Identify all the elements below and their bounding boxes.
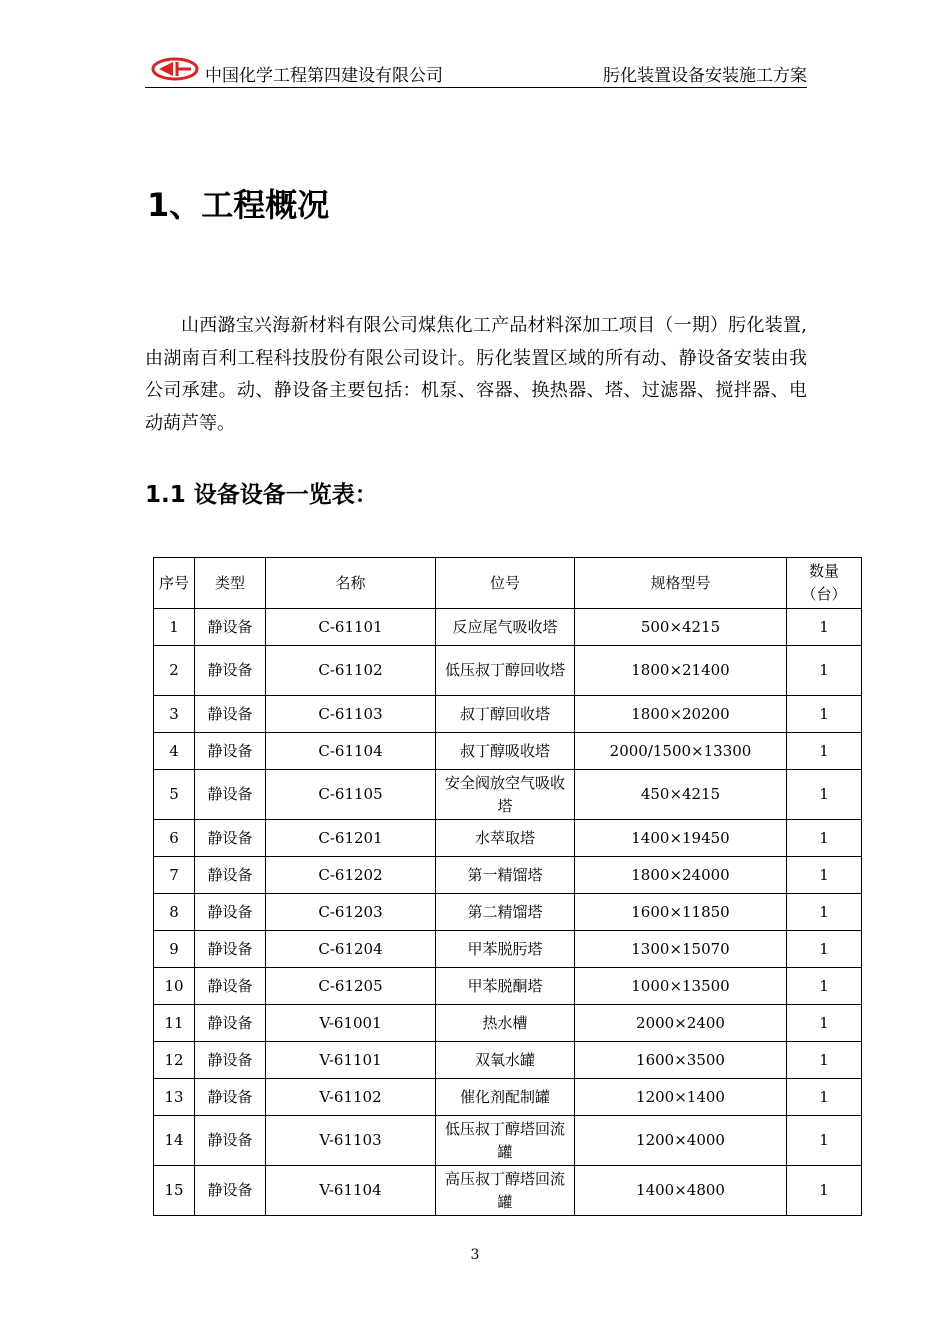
page-number: 3 (470, 1247, 480, 1263)
cell-name: C-61203 (266, 894, 436, 931)
cell-spec: 1600×3500 (575, 1042, 787, 1079)
cell-type: 静设备 (195, 770, 266, 820)
table-row (154, 733, 862, 770)
cell-index: 6 (154, 820, 195, 857)
cell-qty: 1 (787, 1042, 862, 1079)
cell-index: 13 (154, 1079, 195, 1116)
cell-name: C-61202 (266, 857, 436, 894)
cell-index: 8 (154, 894, 195, 931)
cell-qty: 1 (787, 1079, 862, 1116)
cell-type: 静设备 (195, 1005, 266, 1042)
cell-type: 静设备 (195, 646, 266, 696)
cell-index: 11 (154, 1005, 195, 1042)
cell-type: 静设备 (195, 733, 266, 770)
document-title: 肟化装置设备安装施工方案 (603, 66, 807, 86)
company-logo-icon (151, 57, 199, 81)
col-header-qty: 数量（台） (787, 558, 862, 609)
company-name: 中国化学工程第四建设有限公司 (205, 66, 443, 86)
cell-index: 2 (154, 646, 195, 696)
cell-qty: 1 (787, 968, 862, 1005)
col-header-index: 序号 (154, 558, 195, 609)
cell-index: 12 (154, 1042, 195, 1079)
cell-spec: 2000×2400 (575, 1005, 787, 1042)
cell-spec: 1300×15070 (575, 931, 787, 968)
cell-name: C-61103 (266, 696, 436, 733)
cell-spec: 1800×24000 (575, 857, 787, 894)
cell-index: 9 (154, 931, 195, 968)
cell-tag: 甲苯脱酮塔 (436, 968, 575, 1005)
cell-type: 静设备 (195, 894, 266, 931)
cell-spec: 1800×20200 (575, 696, 787, 733)
cell-spec: 1800×21400 (575, 646, 787, 696)
cell-name: C-61204 (266, 931, 436, 968)
subsection-heading: 1.1 设备设备一览表： (145, 482, 378, 508)
table-row (154, 770, 862, 820)
table-row (154, 968, 862, 1005)
cell-tag: 低压叔丁醇塔回流罐 (436, 1116, 575, 1166)
cell-index: 15 (154, 1166, 195, 1216)
cell-spec: 2000/1500×13300 (575, 733, 787, 770)
cell-tag: 高压叔丁醇塔回流罐 (436, 1166, 575, 1216)
table-row (154, 1005, 862, 1042)
cell-qty: 1 (787, 646, 862, 696)
intro-paragraph: 山西潞宝兴海新材料有限公司煤焦化工产品材料深加工项目（一期）肟化装置,由湖南百利工程科技股份有限公司设计。肟化装置区域的所有动、静设备安装由我公司承建。动、静设备主要包括：机泵、容器、换热器、塔、过滤器、搅拌器、电动葫芦等。 (145, 315, 807, 434)
cell-tag: 反应尾气吸收塔 (436, 609, 575, 646)
cell-tag: 第一精馏塔 (436, 857, 575, 894)
page-header (145, 55, 807, 88)
cell-tag: 低压叔丁醇回收塔 (436, 646, 575, 696)
cell-name: V-61103 (266, 1116, 436, 1166)
table-row (154, 609, 862, 646)
cell-type: 静设备 (195, 1166, 266, 1216)
table-row (154, 894, 862, 931)
col-header-spec: 规格型号 (575, 558, 787, 609)
cell-tag: 水萃取塔 (436, 820, 575, 857)
cell-type: 静设备 (195, 1042, 266, 1079)
cell-index: 1 (154, 609, 195, 646)
table-row (154, 696, 862, 733)
cell-type: 静设备 (195, 696, 266, 733)
cell-qty: 1 (787, 609, 862, 646)
cell-type: 静设备 (195, 968, 266, 1005)
cell-tag: 双氧水罐 (436, 1042, 575, 1079)
cell-tag: 甲苯脱肟塔 (436, 931, 575, 968)
table-row (154, 1116, 862, 1166)
cell-qty: 1 (787, 820, 862, 857)
section-heading: 1、工程概况 (147, 186, 330, 224)
cell-tag: 叔丁醇回收塔 (436, 696, 575, 733)
cell-type: 静设备 (195, 1079, 266, 1116)
cell-name: V-61001 (266, 1005, 436, 1042)
table-row (154, 820, 862, 857)
cell-spec: 1400×4800 (575, 1166, 787, 1216)
cell-index: 7 (154, 857, 195, 894)
cell-name: C-61201 (266, 820, 436, 857)
cell-qty: 1 (787, 733, 862, 770)
cell-spec: 500×4215 (575, 609, 787, 646)
cell-name: C-61102 (266, 646, 436, 696)
cell-index: 10 (154, 968, 195, 1005)
cell-qty: 1 (787, 770, 862, 820)
cell-qty: 1 (787, 1005, 862, 1042)
table-header-row (154, 558, 862, 609)
col-header-name: 名称 (266, 558, 436, 609)
cell-qty: 1 (787, 857, 862, 894)
cell-name: V-61101 (266, 1042, 436, 1079)
cell-index: 4 (154, 733, 195, 770)
cell-tag: 热水槽 (436, 1005, 575, 1042)
cell-index: 14 (154, 1116, 195, 1166)
cell-qty: 1 (787, 894, 862, 931)
cell-spec: 1200×1400 (575, 1079, 787, 1116)
cell-spec: 1600×11850 (575, 894, 787, 931)
cell-tag: 安全阀放空气吸收塔 (436, 770, 575, 820)
cell-index: 5 (154, 770, 195, 820)
table-row (154, 857, 862, 894)
cell-type: 静设备 (195, 931, 266, 968)
table-row (154, 931, 862, 968)
cell-index: 3 (154, 696, 195, 733)
table-row (154, 1166, 862, 1216)
cell-name: C-61101 (266, 609, 436, 646)
table-row (154, 1079, 862, 1116)
cell-tag: 催化剂配制罐 (436, 1079, 575, 1116)
cell-name: C-61104 (266, 733, 436, 770)
cell-name: C-61105 (266, 770, 436, 820)
equipment-table (153, 557, 862, 1216)
table-row (154, 1042, 862, 1079)
cell-type: 静设备 (195, 820, 266, 857)
cell-spec: 1400×19450 (575, 820, 787, 857)
col-header-type: 类型 (195, 558, 266, 609)
cell-type: 静设备 (195, 857, 266, 894)
cell-qty: 1 (787, 931, 862, 968)
cell-name: C-61205 (266, 968, 436, 1005)
cell-spec: 1000×13500 (575, 968, 787, 1005)
cell-name: V-61104 (266, 1166, 436, 1216)
cell-tag: 第二精馏塔 (436, 894, 575, 931)
cell-qty: 1 (787, 1116, 862, 1166)
cell-qty: 1 (787, 1166, 862, 1216)
cell-spec: 450×4215 (575, 770, 787, 820)
cell-type: 静设备 (195, 1116, 266, 1166)
table-body (154, 609, 862, 1216)
cell-tag: 叔丁醇吸收塔 (436, 733, 575, 770)
cell-type: 静设备 (195, 609, 266, 646)
col-header-tag: 位号 (436, 558, 575, 609)
cell-qty: 1 (787, 696, 862, 733)
cell-name: V-61102 (266, 1079, 436, 1116)
cell-spec: 1200×4000 (575, 1116, 787, 1166)
table-row (154, 646, 862, 696)
